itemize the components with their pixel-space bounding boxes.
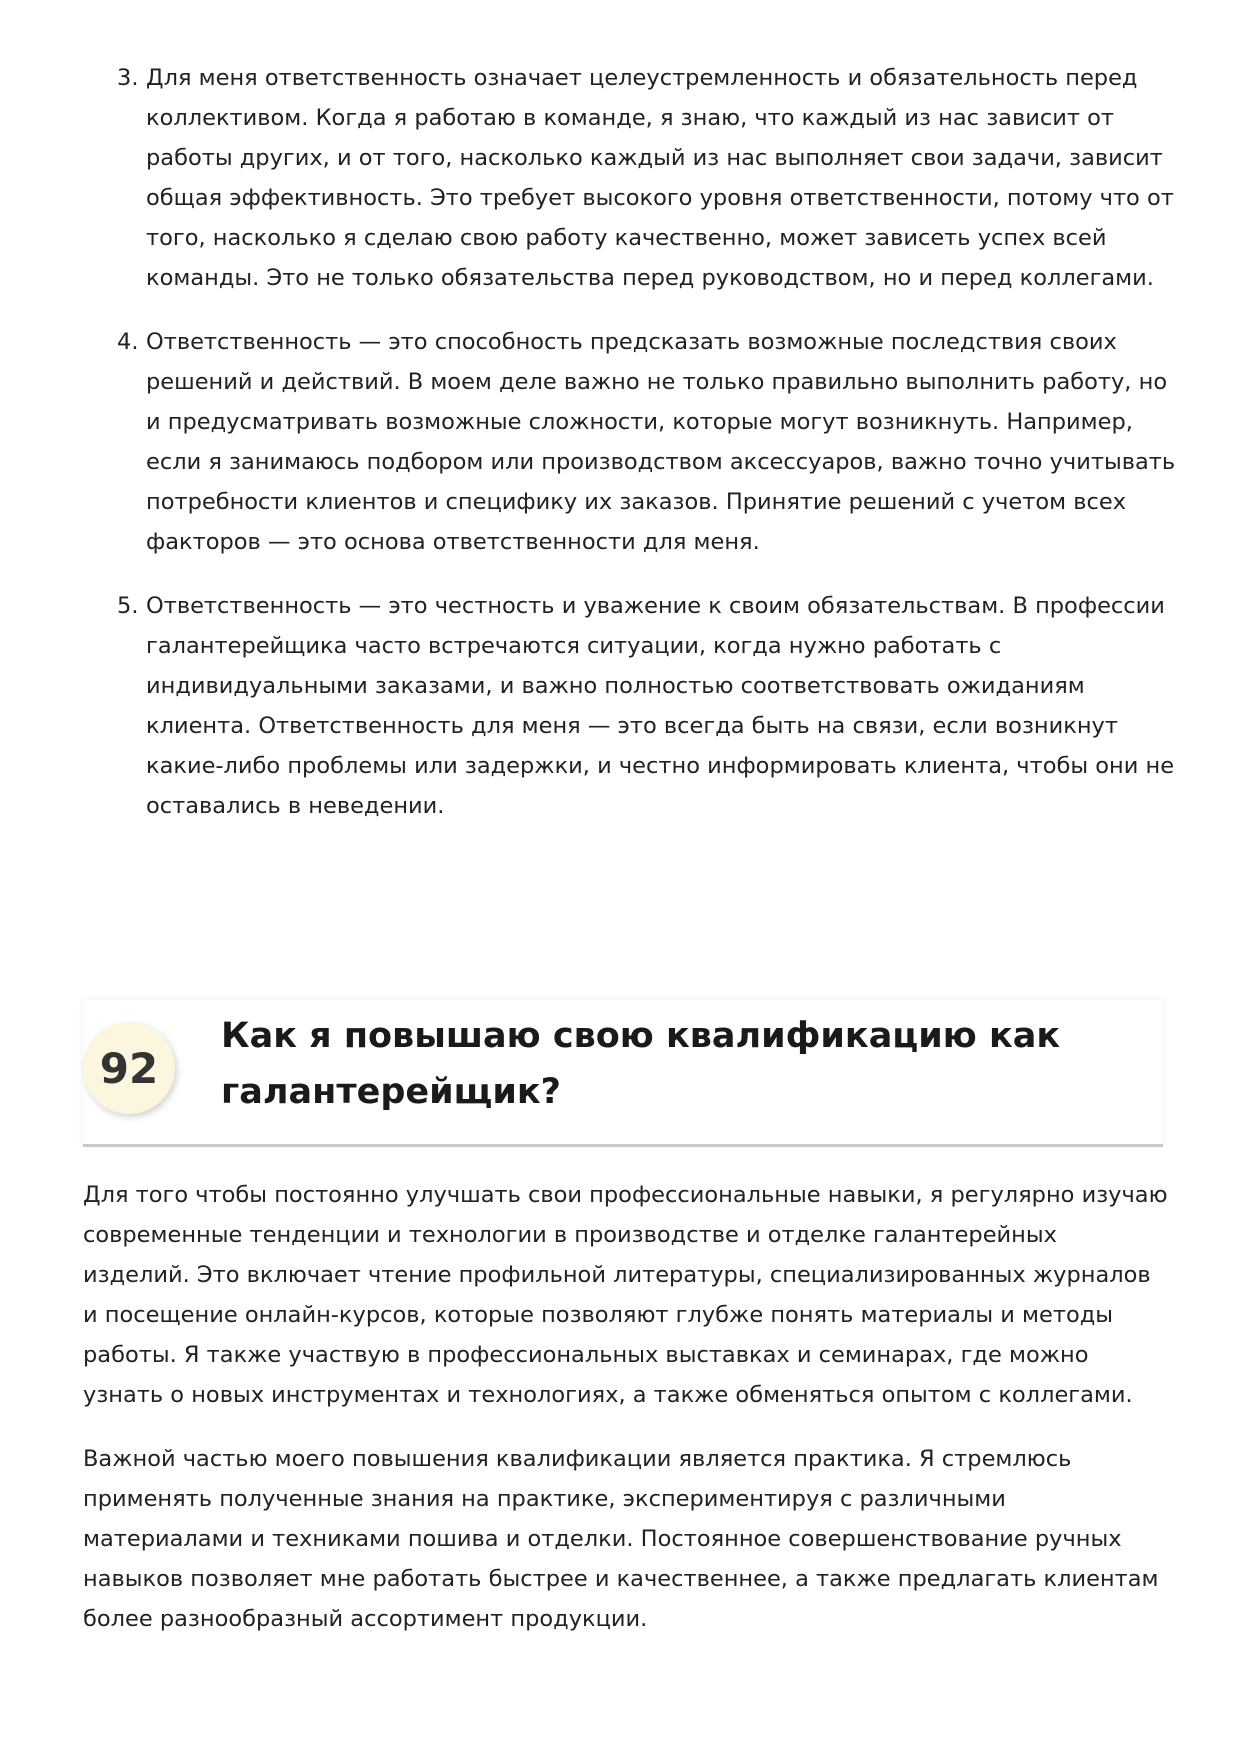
- list-item: [117, 586, 1177, 826]
- section-body: [83, 1175, 1168, 1663]
- list-item-text: Ответственность — это способность предсказать возможные последствия своих решений и действий. В моем деле важно не только правильно выполнить работу, но и предусматривать возможные сложности, которые могут возникнуть. Например, если я занимаюсь подбором или производством аксессуаров, важно точно учитывать потребности клиентов и специфику их заказов. Принятие решений с учетом всех факторов — это основа ответственности для меня.: [146, 329, 1176, 555]
- list-item: [117, 322, 1177, 562]
- list-item-text: Ответственность — это честность и уважение к своим обязательствам. В профессии галантерейщика часто встречаются ситуации, когда нужно работать с индивидуальными заказами, и важно полностью соответствовать ожиданиям клиента. Ответственность для меня — это всегда быть на связи, если возникнут какие-либо проблемы или задержки, и честно информировать клиента, чтобы они не оставались в неведении.: [146, 593, 1175, 819]
- section-header: [83, 1000, 1163, 1147]
- list-item-text: Для меня ответственность означает целеустремленность и обязательность перед коллективом. Когда я работаю в команде, я знаю, что каждый из нас зависит от работы других, и от того, насколько каждый из нас выполняет свои задачи, зависит общая эффективность. Это требует высокого уровня ответственности, потому что от того, насколько я сделаю свою работу качественно, может зависеть успех всей команды. Это не только обязательства перед руководством, но и перед коллегами.: [146, 65, 1174, 291]
- section-number-badge: 92: [83, 1022, 175, 1114]
- list-item-number: 5.: [117, 593, 139, 619]
- section-title: Как я повышаю свою квалификацию как галантерейщик?: [221, 1016, 1061, 1112]
- paragraph: Важной частью моего повышения квалификации является практика. Я стремлюсь применять полученные знания на практике, экспериментируя с различными материалами и техниками пошива и отделки. Постоянное совершенствование ручных навыков позволяет мне работать быстрее и качественнее, а также предлагать клиентам более разнообразный ассортимент продукции.: [83, 1446, 1159, 1632]
- list-item-number: 3.: [117, 65, 139, 91]
- paragraph: Для того чтобы постоянно улучшать свои профессиональные навыки, я регулярно изучаю современные тенденции и технологии в производстве и отделке галантерейных изделий. Это включает чтение профильной литературы, специализированных журналов и посещение онлайн-курсов, которые позволяют глубже понять материалы и методы работы. Я также участвую в профессиональных выставках и семинарах, где можно узнать о новых инструментах и технологиях, а также обменяться опытом с коллегами.: [83, 1182, 1168, 1408]
- list-item-number: 4.: [117, 329, 139, 355]
- numbered-list: [117, 58, 1177, 850]
- list-item: [117, 58, 1177, 298]
